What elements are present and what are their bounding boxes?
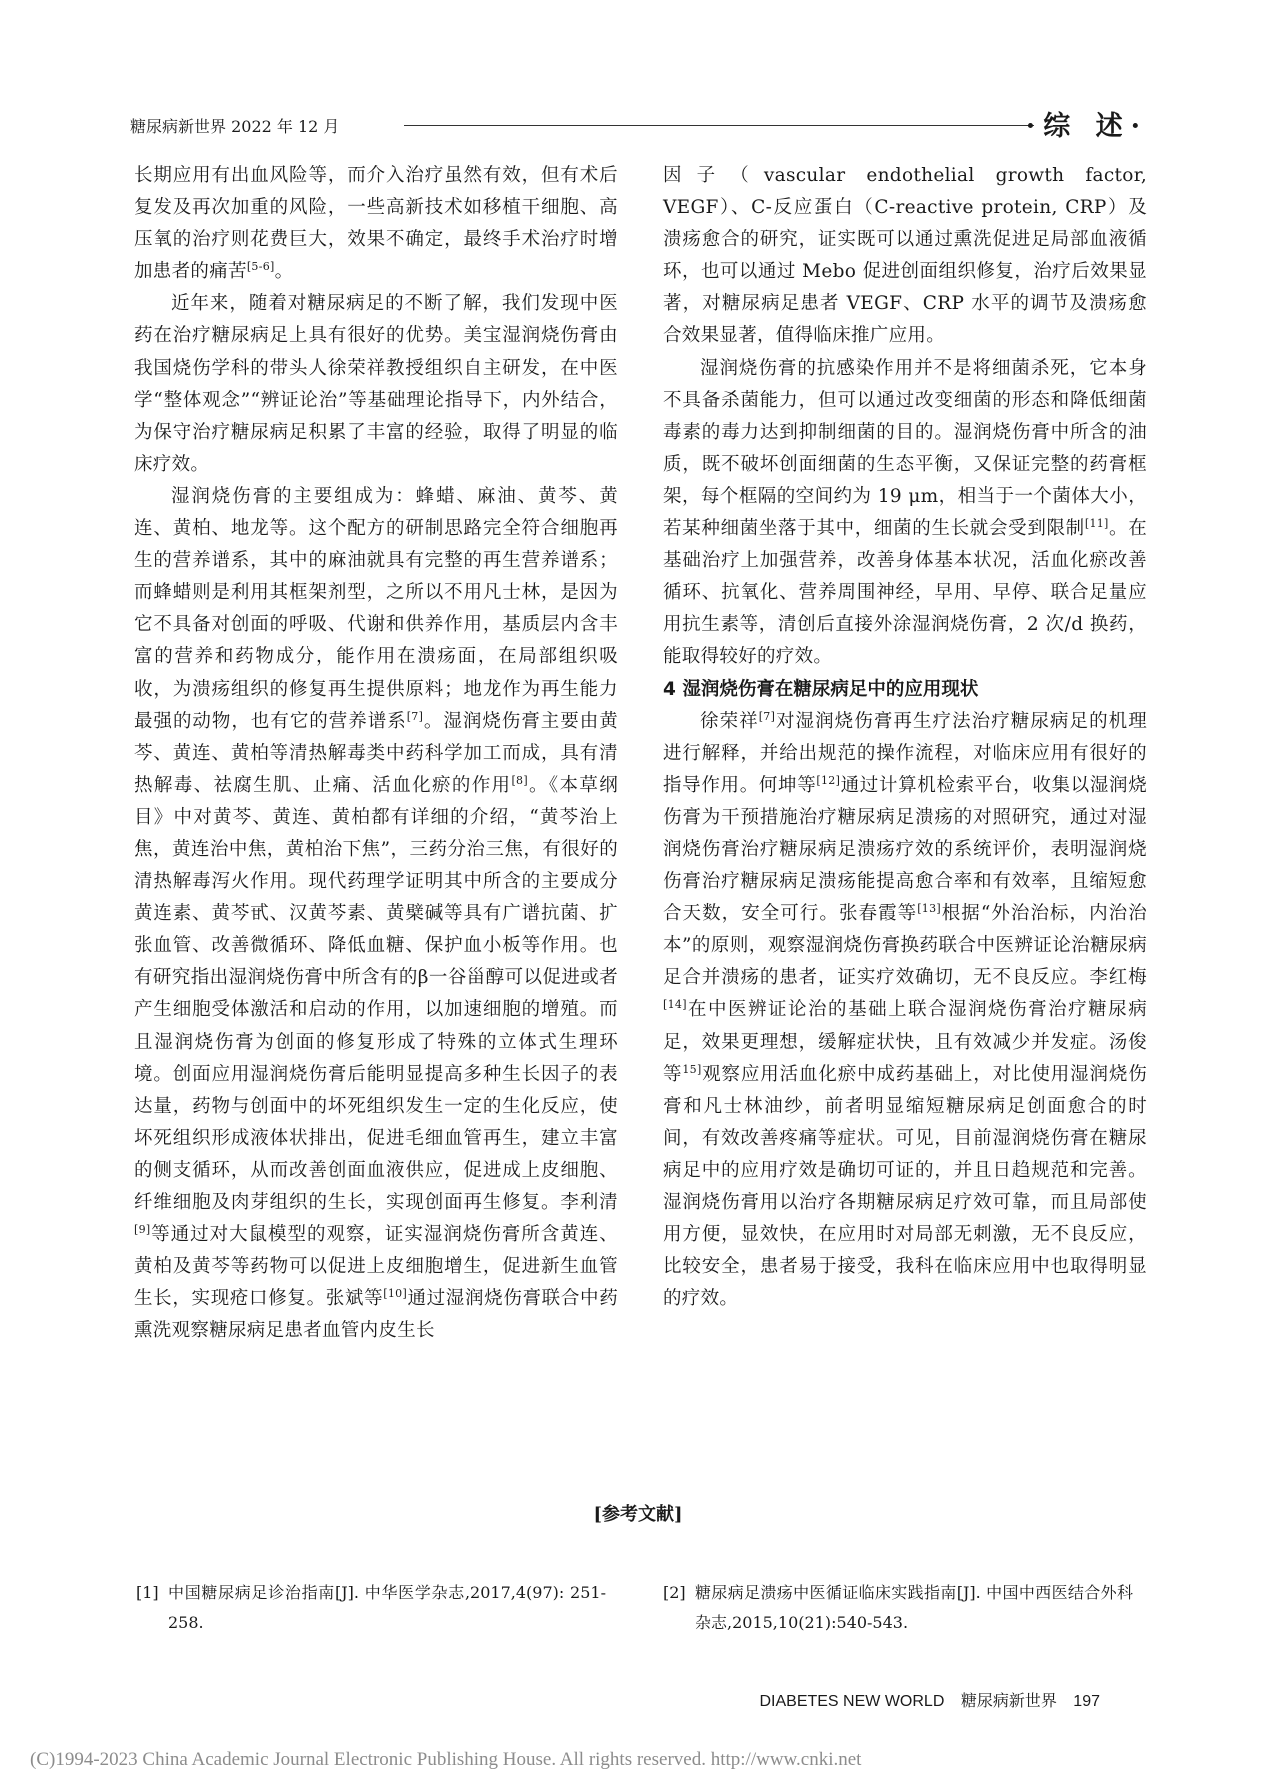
paragraph: 徐荣祥[7]对湿润烧伤膏再生疗法治疗糖尿病足的机理进行解释，并给出规范的操作流程，对临床应用有很好的指导作用。何坤等[12]通过计算机检索平台，收集以湿润烧伤膏为干预措施治疗糖尿病足溃疡的对照研究，通过对湿润烧伤膏治疗糖尿病足溃疡疗效的系统评价，表明湿润烧伤膏治疗糖尿病足溃疡能提高愈合率和有效率，且缩短愈合天数，安全可行。张春霞等[13]根据“外治治标，内治治本”的原则，观察湿润烧伤膏换药联合中医辨证论治糖尿病足合并溃疡的患者，证实疗效确切，无不良反应。李红梅[14]在中医辨证论治的基础上联合湿润烧伤膏治疗糖尿病足，效果更理想，缓解症状快，且有效减少并发症。汤俊等$^{15]}$观察应用活血化瘀中成药基础上，对比使用湿润烧伤膏和凡士林油纱，前者明显缩短糖尿病足创面愈合的时间，有效改善疼痛等症状。可见，目前湿润烧伤膏在糖尿病足中的应用疗效是确切可证的，并且日趋规范和完善。湿润烧伤膏用以治疗各期糖尿病足疗效可靠，而且局部使用方便，显效快，在应用时对局部无刺激，无不良反应，比较安全，患者易于接受，我科在临床应用中也取得明显的疗效。 [663, 709, 1148, 1310]
citation[interactable]: [7] [406, 709, 424, 723]
reference-text: 中国糖尿病足诊治指南[J]. 中华医学杂志,2017,4(97): 251-258. [168, 1583, 606, 1632]
right-column [663, 160, 1147, 1315]
page-footer [747, 1688, 1100, 1711]
paragraph: 因子（vascular endothelial growth factor, VEGF）、C-反应蛋白（C-reactive protein, CRP）及溃疡愈合的研究，证实既可以通过熏洗促进足局部血液循环，也可以通过 Mebo 促进创面组织修复，治疗后效果显著，对糖尿病足患者 VEGF、CRP 水平的调节及溃疡愈合效果显著，值得临床推广应用。 [663, 165, 1147, 347]
reference-number: [2] [663, 1583, 686, 1602]
paragraph: 湿润烧伤膏的抗感染作用并不是将细菌杀死，它本身不具备杀菌能力，但可以通过改变细菌的形态和降低细菌毒素的毒力达到抑制细菌的目的。湿润烧伤膏中所含的油质，既不破坏创面细菌的生态平衡，又保证完整的药膏框架，每个框隔的空间约为 19 μm，相当于一个菌体大小，若某种细菌坐落于其中，细菌的生长就会受到限制[11]。在基础治疗上加强营养，改善身体基本状况，活血化瘀改善循环、抗氧化、营养周围神经，早用、早停、联合足量应用抗生素等，清创后直接外涂湿润烧伤膏，2 次/d 换药，能取得较好的疗效。 [663, 357, 1147, 668]
citation[interactable]: [14] [663, 998, 687, 1012]
section-label: ·综 述· [1025, 111, 1148, 142]
citation[interactable]: [5-6] [246, 260, 275, 274]
paragraph: 近年来，随着对糖尿病足的不断了解，我们发现中医药在治疗糖尿病足上具有很好的优势。美宝湿润烧伤膏由我国烧伤学科的带头人徐荣祥教授组织自主研发，在中医学“整体观念”“辨证论治”等基础理论指导下，内外结合，为保守治疗糖尿病足积累了丰富的经验，取得了明显的临床疗效。 [134, 293, 618, 475]
citation[interactable]: [12] [816, 773, 841, 787]
copyright-notice: (C)1994-2023 China Academic Journal Electronic Publishing House. All rights reserved. http://www.cnki.net [30, 1749, 862, 1770]
page-header [130, 100, 1148, 140]
left-column [134, 160, 618, 1347]
section-heading: 4 湿润烧伤膏在糖尿病足中的应用现状 [663, 678, 979, 700]
citation[interactable]: [7] [758, 709, 776, 723]
citation[interactable]: [13] [917, 902, 941, 915]
reference-number: [1] [136, 1583, 159, 1602]
references-title: [参考文献] [593, 1504, 683, 1525]
citation[interactable]: [9] [134, 1222, 151, 1236]
citation[interactable]: [8] [511, 773, 528, 787]
reference-item [136, 1578, 606, 1638]
header-rule [404, 125, 1034, 126]
footer-journal-en: DIABETES NEW WORLD [759, 1693, 945, 1710]
reference-text: 糖尿病足溃疡中医循证临床实践指南[J]. 中国中西医结合外科杂志,2015,10(21):540-543. [695, 1583, 1133, 1632]
citation[interactable]: 15] [682, 1062, 702, 1076]
page-number: 197 [1073, 1693, 1100, 1710]
paragraph: 长期应用有出血风险等，而介入治疗虽然有效，但有术后复发及再次加重的风险，一些高新技术如移植干细胞、高压氧的治疗则花费巨大，效果不确定，最终手术治疗时增加患者的痛苦[5-6]。 [134, 165, 618, 283]
citation[interactable]: [11] [1084, 516, 1109, 530]
footer-journal-cn: 糖尿病新世界 [960, 1693, 1057, 1710]
reference-item [663, 1578, 1133, 1638]
running-head: 糖尿病新世界 2022 年 12 月 [130, 117, 340, 136]
paragraph: 湿润烧伤膏的主要组成为：蜂蜡、麻油、黄芩、黄连、黄柏、地龙等。这个配方的研制思路完全符合细胞再生的营养谱系，其中的麻油就具有完整的再生营养谱系；而蜂蜡则是利用其框架剂型，之所以不用凡士林，是因为它不具备对创面的呼吸、代谢和供养作用，基质层内含丰富的营养和药物成分，能作用在溃疡面，在局部组织吸收，为溃疡组织的修复再生提供原料；地龙作为再生能力最强的动物，也有它的营养谱系[7]。湿润烧伤膏主要由黄芩、黄连、黄柏等清热解毒类中药科学加工而成，具有清热解毒、祛腐生肌、止痛、活血化瘀的作用[8]。《本草纲目》中对黄芩、黄连、黄柏都有详细的介绍，“黄芩治上焦，黄连治中焦，黄柏治下焦”，三药分治三焦，有很好的清热解毒泻火作用。现代药理学证明其中所含的主要成分黄连素、黄芩甙、汉黄芩素、黄檗碱等具有广谱抗菌、扩张血管、改善微循环、降低血糖、保护血小板等作用。也有研究指出湿润烧伤膏中所含有的β一谷甾醇可以促进或者产生细胞受体激活和启动的作用，以加速细胞的增殖。而且湿润烧伤膏为创面的修复形成了特殊的立体式生理环境。创面应用湿润烧伤膏后能明显提高多种生长因子的表达量，药物与创面中的坏死组织发生一定的生化反应，使坏死组织形成液体状排出，促进毛细血管再生，建立丰富的侧支循环，从而改善创面血液供应，促进成上皮细胞、纤维细胞及肉芽组织的生长，实现创面再生修复。李利清[9]等通过对大鼠模型的观察，证实湿润烧伤膏所含黄连、黄柏及黄芩等药物可以促进上皮细胞增生，促进新生血管生长，实现疮口修复。张斌等[10]通过湿润烧伤膏联合中药熏洗观察糖尿病足患者血管内皮生长 [134, 485, 618, 1342]
citation[interactable]: [10] [383, 1287, 408, 1301]
